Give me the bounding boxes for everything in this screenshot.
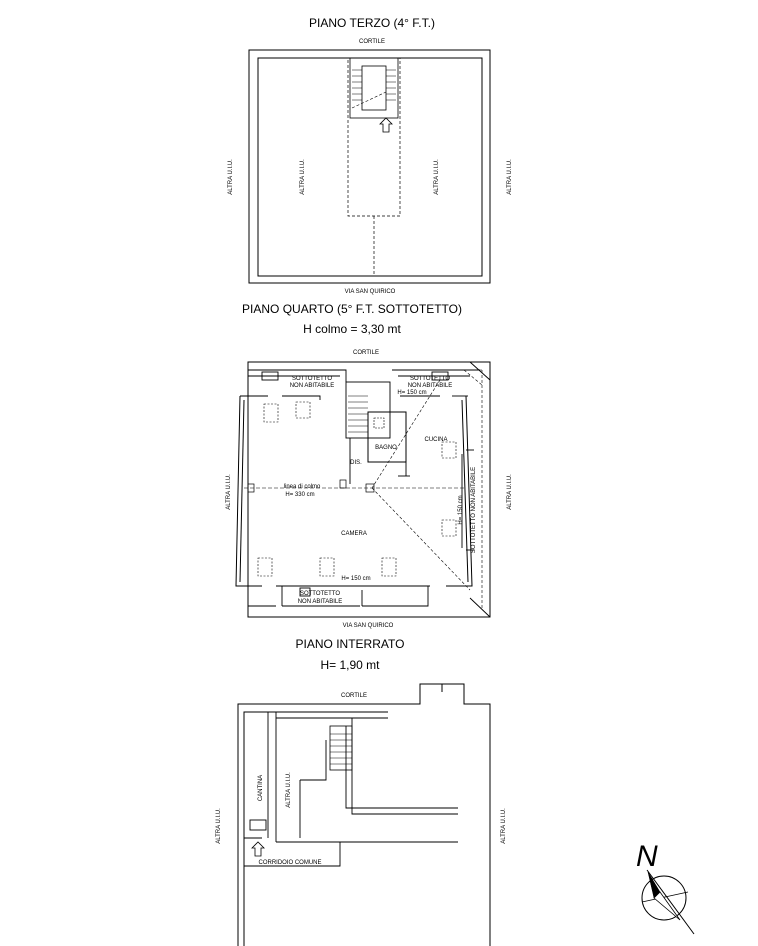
plan-fourth-attic-bottom-2: NON ABITABILE xyxy=(297,599,343,605)
plan-third-title: PIANO TERZO (4° F.T.) xyxy=(309,16,435,30)
plan-third-outer-wall xyxy=(249,50,490,283)
plan-fourth-dis-label: DIS. xyxy=(350,460,362,466)
plan-fourth-attic-top-left-1: SOTTOTETTO xyxy=(291,376,333,382)
north-compass-icon xyxy=(636,840,694,934)
plan-fourth-post-mid xyxy=(340,480,346,488)
plan-fourth-ridge-height: H= 330 cm xyxy=(285,492,315,498)
plan-basement xyxy=(216,637,507,946)
plan-basement-staircase xyxy=(330,726,352,770)
plan-basement-stair-treads xyxy=(330,734,352,764)
plan-fourth-bathroom-label: BAGNO xyxy=(375,445,397,451)
plan-fourth-bathroom xyxy=(368,412,406,462)
plan-third-courtyard-label: CORTILE xyxy=(359,39,385,45)
plan-third-stair-core xyxy=(348,58,400,216)
plan-fourth-ridge-label: linea di colmo xyxy=(283,484,321,490)
plan-fourth-roof-lines xyxy=(372,370,482,610)
plan-fourth-street-label: VIA SAN QUIRICO xyxy=(342,623,394,629)
plan-fourth-attic-top-left-2: NON ABITABILE xyxy=(289,383,335,389)
plan-fourth-skylight xyxy=(374,418,384,428)
plan-fourth-kitchen-label: CUCINA xyxy=(424,437,448,443)
plan-fourth-main-walls xyxy=(236,396,472,586)
plan-basement-cantina-label: CANTINA xyxy=(258,774,264,802)
plan-basement-corridor-label: CORRIDOIO COMUNE xyxy=(258,860,322,866)
plan-basement-inner-walls xyxy=(244,712,458,866)
plan-third-inner-wall xyxy=(258,58,482,276)
plan-fourth-outer-right-label: ALTRA U.I.U. xyxy=(507,474,513,510)
plan-third-street-label: VIA SAN QUIRICO xyxy=(344,289,396,295)
plan-third-entry-arrow-icon xyxy=(380,118,392,132)
plan-fourth-courtyard-label: CORTILE xyxy=(353,350,379,356)
plan-third-inner-left-label: ALTRA U.I.U. xyxy=(300,159,306,195)
plan-third-outer-right-label: ALTRA U.I.U. xyxy=(507,159,513,195)
plan-basement-courtyard-label: CORTILE xyxy=(341,693,367,699)
plan-fourth-title: PIANO QUARTO (5° F.T. SOTTOTETTO) xyxy=(242,302,462,316)
plan-third-outer-left-label: ALTRA U.I.U. xyxy=(228,159,234,195)
plan-fourth-camera-label: CAMERA xyxy=(341,531,367,537)
plan-fourth-attic-top-right-2: NON ABITABILE xyxy=(407,383,453,389)
plan-fourth-attic-bottom-1: SOTTOTETTO xyxy=(299,591,341,597)
plan-third-stair-well xyxy=(362,66,386,110)
plan-fourth-attic-right-label: SOTTOTETTO NON ABITABILE xyxy=(471,466,477,554)
plan-fourth-floor xyxy=(226,302,513,629)
plan-fourth-height-bottom: H= 150 cm xyxy=(341,576,371,582)
plan-fourth-stair-treads xyxy=(348,396,368,432)
north-label: N xyxy=(636,840,658,873)
plan-basement-outer-left-label: ALTRA U.I.U. xyxy=(216,808,222,844)
compass-needle-line xyxy=(647,870,694,934)
plan-fourth-height-right: H= 150 cm xyxy=(458,495,464,525)
plan-basement-entry-arrow-icon xyxy=(252,842,264,856)
plan-basement-inner-label: ALTRA U.I.U. xyxy=(286,772,292,808)
plan-third-inner-right-label: ALTRA U.I.U. xyxy=(434,159,440,195)
plan-third-floor xyxy=(228,16,513,295)
plan-fourth-subtitle: H colmo = 3,30 mt xyxy=(303,322,401,336)
plan-third-stair-treads xyxy=(352,70,396,100)
plan-basement-outer-right-label: ALTRA U.I.U. xyxy=(501,808,507,844)
plan-basement-title: PIANO INTERRATO xyxy=(295,637,405,651)
plan-fourth-outer-left-label: ALTRA U.I.U. xyxy=(226,474,232,510)
plan-basement-subtitle: H= 1,90 mt xyxy=(320,658,380,672)
plan-fourth-attic-top-right-1: SOTTOTETTO xyxy=(409,376,451,382)
plan-fourth-height-top: H= 150 cm xyxy=(397,390,427,396)
